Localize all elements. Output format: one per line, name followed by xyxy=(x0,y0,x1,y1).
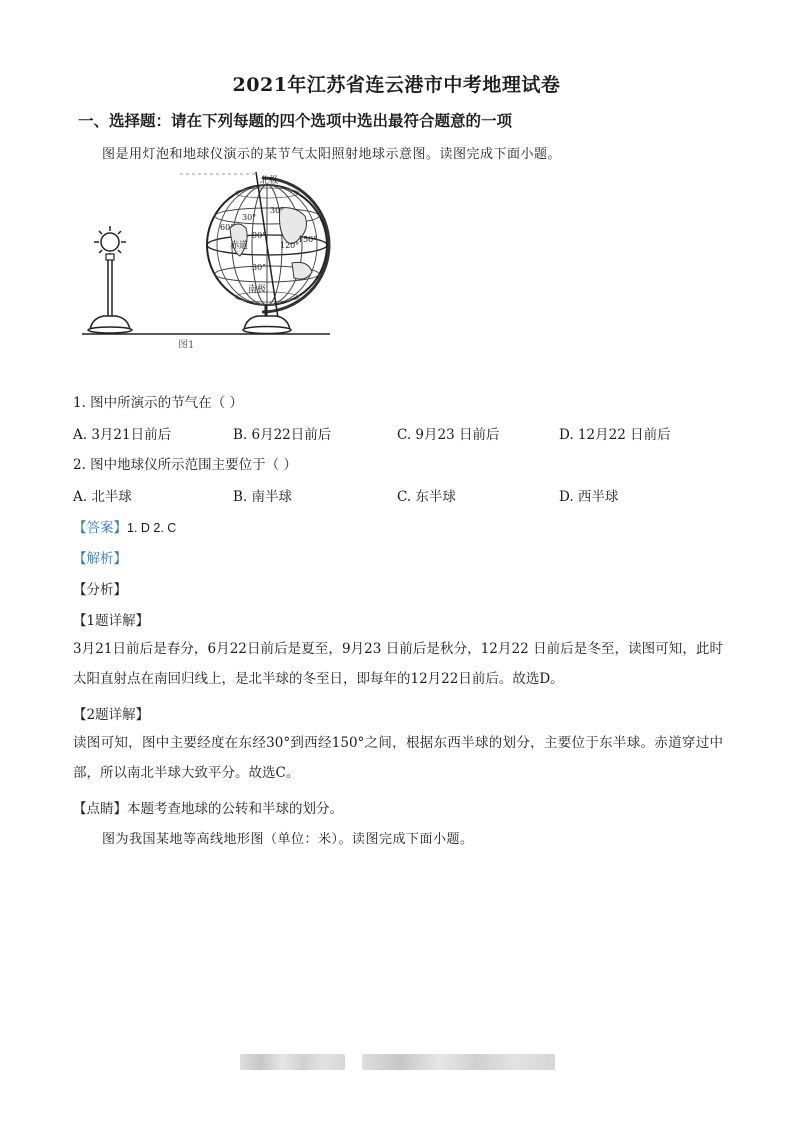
label-lng-d: 120° xyxy=(280,241,300,250)
sun-lamp-icon xyxy=(88,226,132,333)
label-equator: 赤道 xyxy=(230,241,249,251)
q2-detail-text: 读图可知，图中主要经度在东经30°到西经150°之间，根据东西半球的划分，主要位于东半球。赤道穿过中部，所以南北半球大致平分。故选C。 xyxy=(73,735,723,781)
label-lat-30n: 30° xyxy=(270,206,285,215)
q1-option-b[interactable]: B. 6月22日前后 xyxy=(233,427,332,443)
label-lng-a: 30° xyxy=(242,213,257,222)
q1-detail-label: 【1题详解】 xyxy=(73,613,150,629)
q2-option-c[interactable]: C. 东半球 xyxy=(397,489,456,505)
analysis-label: 【解析】 xyxy=(73,551,127,567)
q2-option-a[interactable]: A. 北半球 xyxy=(73,489,132,505)
label-south: 南极 xyxy=(248,285,267,295)
figure-caption: 图1 xyxy=(178,340,195,348)
footer-watermark-left xyxy=(240,1054,345,1070)
answer-line xyxy=(73,516,176,536)
q2-option-d[interactable]: D. 西半球 xyxy=(559,489,619,505)
answer-text: 1. D 2. C xyxy=(127,521,177,535)
q2-stem: 2. 图中地球仪所示范围主要位于（ ） xyxy=(73,457,297,473)
figure-svg xyxy=(80,168,335,348)
globe-lamp-figure xyxy=(80,168,335,348)
answer-label: 【答案】 xyxy=(73,520,127,536)
intro-text-2: 图为我国某地等高线地形图（单位：米）。读图完成下面小题。 xyxy=(102,832,474,847)
globe-icon xyxy=(207,172,329,334)
page-title: 2021年江苏省连云港市中考地理试卷 xyxy=(232,74,561,96)
label-lng-c: 90° xyxy=(252,231,267,240)
q1-option-a[interactable]: A. 3月21日前后 xyxy=(73,427,172,443)
dianjing-text: 【点睛】本题考查地球的公转和半球的划分。 xyxy=(73,801,343,817)
label-lng-b: 60° xyxy=(220,223,235,232)
footer-watermark-right xyxy=(362,1054,555,1070)
q2-detail-label: 【2题详解】 xyxy=(73,707,150,723)
section-heading: 一、选择题：请在下列每题的四个选项中选出最符合题意的一项 xyxy=(78,111,513,130)
q2-option-b[interactable]: B. 南半球 xyxy=(233,489,293,505)
label-lng-e: 150° xyxy=(298,235,318,244)
fenxi-label: 【分析】 xyxy=(73,582,127,598)
label-north: 北极 xyxy=(260,176,279,186)
intro-text-1: 图是用灯泡和地球仪演示的某节气太阳照射地球示意图。读图完成下面小题。 xyxy=(102,147,562,162)
q1-option-d[interactable]: D. 12月22 日前后 xyxy=(559,427,671,443)
q1-detail-text: 3月21日前后是春分，6月22日前后是夏至，9月23 日前后是秋分，12月22 日前后是冬至，读图可知，此时太阳直射点在南回归线上，是北半球的冬至日，即每年的12月22日前后。故选D。 xyxy=(73,641,723,687)
q1-stem: 1. 图中所演示的节气在（ ） xyxy=(73,395,243,411)
q1-option-c[interactable]: C. 9月23 日前后 xyxy=(397,427,500,443)
label-lat-30s: 30° xyxy=(252,263,267,272)
